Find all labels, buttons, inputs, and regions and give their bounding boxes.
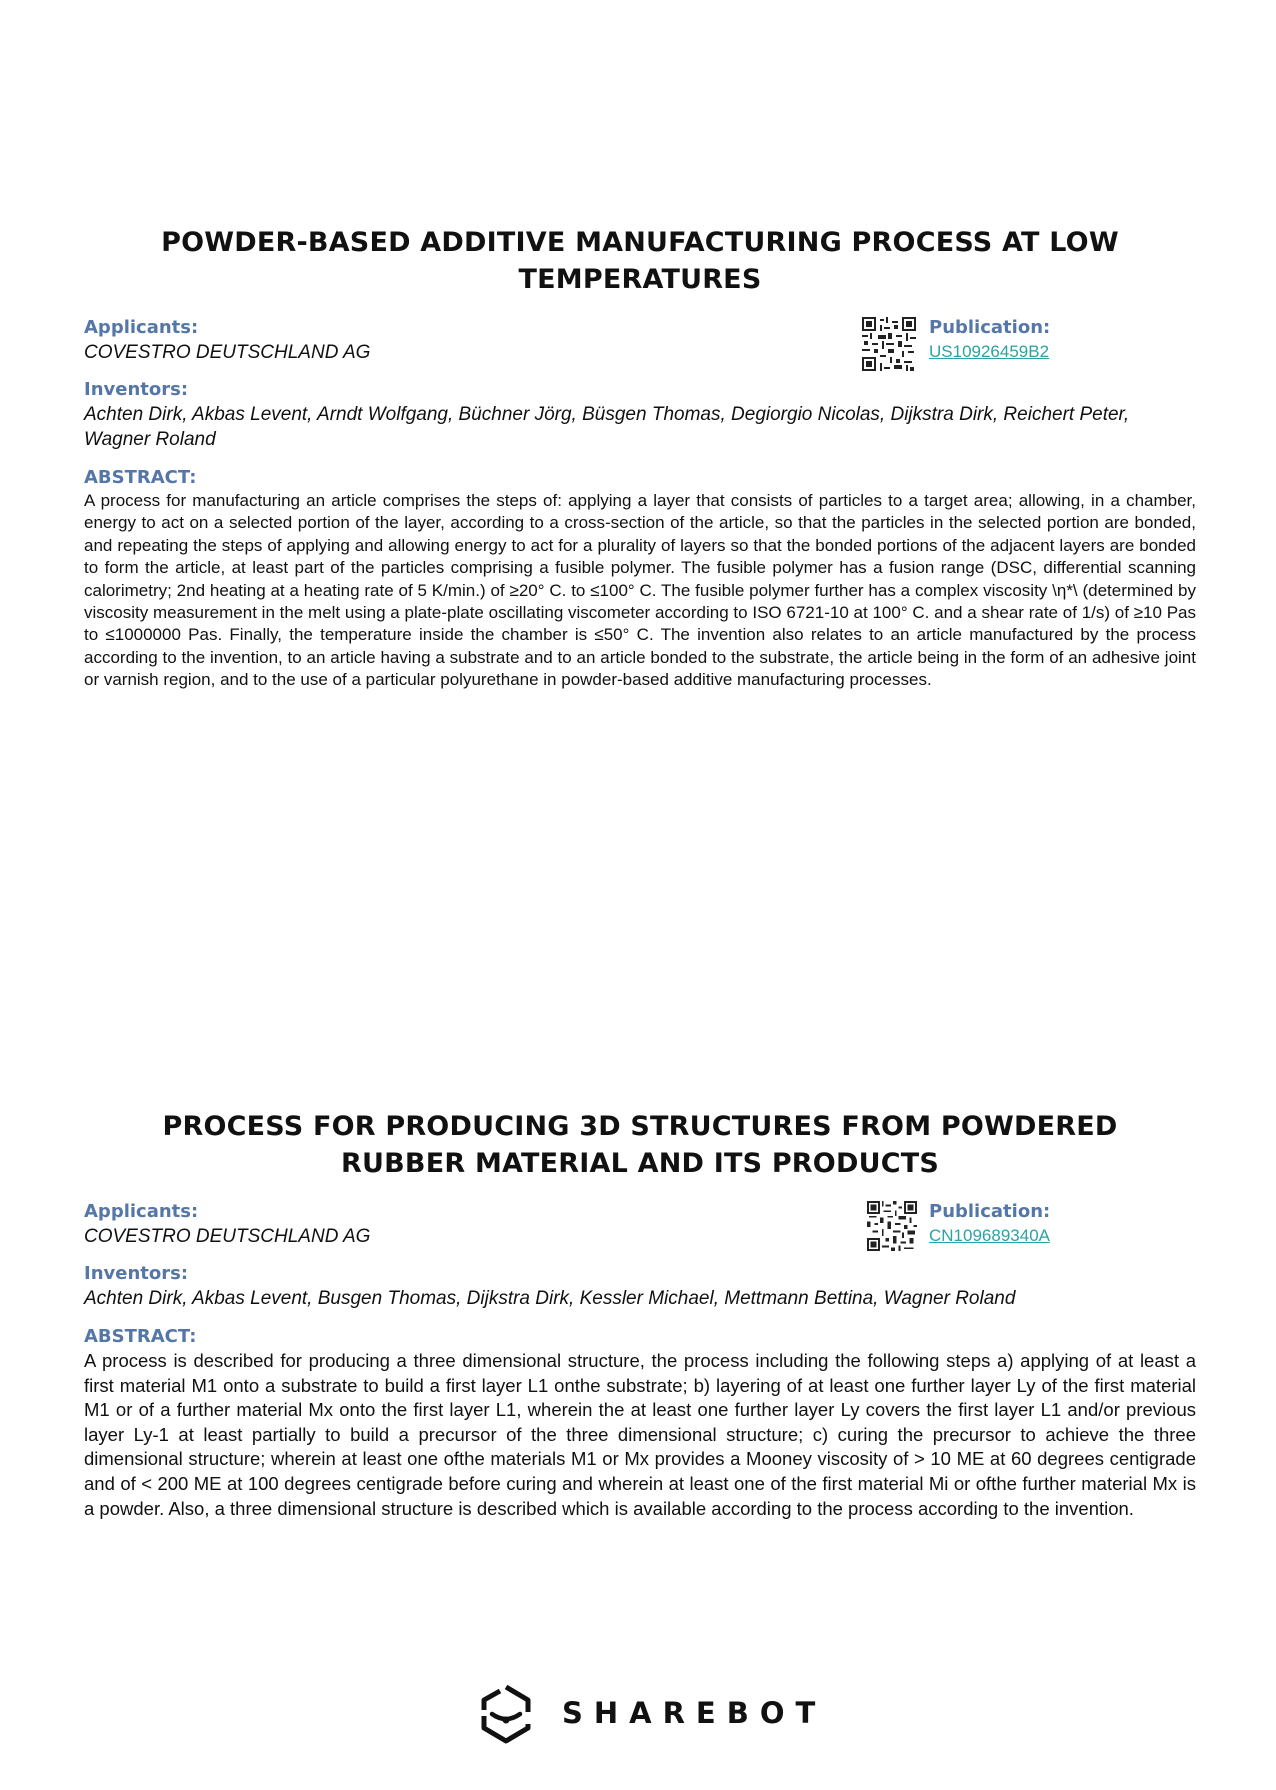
applicants-value: COVESTRO DEUTSCHLAND AG xyxy=(84,342,371,363)
applicants-block xyxy=(84,316,370,365)
applicants-label: Applicants: xyxy=(84,1201,199,1222)
abstract-section xyxy=(84,466,1196,692)
inventors-value: Achten Dirk, Akbas Levent, Arndt Wolfgang, Büchner Jörg, Büsgen Thomas, Degiorgio Nicolas, Dijkstra Dirk, Reichert Peter, Wagner Roland xyxy=(84,404,1130,450)
applicants-block xyxy=(84,1200,370,1249)
inventors-label: Inventors: xyxy=(84,1263,189,1284)
abstract-section xyxy=(84,1325,1196,1521)
applicants-label: Applicants: xyxy=(84,317,199,338)
publication-block xyxy=(929,1200,1050,1248)
meta-row xyxy=(84,316,1196,366)
sharebot-logo xyxy=(478,1684,827,1744)
publication-label: Publication: xyxy=(929,317,1051,338)
patent-title: PROCESS FOR PRODUCING 3D STRUCTURES FROM POWDERED RUBBER MATERIAL AND ITS PRODUCTS xyxy=(162,1111,1118,1179)
inventors-section xyxy=(84,1262,1196,1311)
patent-entry xyxy=(84,224,1196,692)
abstract-text: A process for manufacturing an article comprises the steps of: applying a layer that consists of particles to a target area; allowing, in a chamber, energy to act on a selected portion of the layer, according to a cross-section of the article, so that the particles in the selected portion are bonded, and repeating the steps of applying and allowing energy to act for a plurality of layers so that the bonded portions of the adjacent layers are bonded to form the article, at least part of the particles comprising a fusible polymer. The fusible polymer has a fusion range (DSC, differential scanning calorimetry; 2nd heating at a heating rate of 5 K/min.) of ≥20° C. to ≤100° C. The fusible polymer further has a complex viscosity \η*\ (determined by viscosity measurement in the melt using a plate-plate oscillating viscometer according to ISO 6721-10 at 100° C. and a shear rate of 1/s) of ≥10 Pas to ≤1000000 Pas. Finally, the temperature inside the chamber is ≤50° C. The invention also relates to an article manufactured by the process according to the invention, to an article having a substrate and to an article bonded to the substrate, the article being in the form of an adhesive joint or varnish region, and to the use of a particular polyurethane in powder-based additive manufacturing processes. xyxy=(84,491,1196,690)
publication-link[interactable]: US10926459B2 xyxy=(929,342,1050,361)
sharebot-logo-icon xyxy=(478,1684,534,1744)
inventors-label: Inventors: xyxy=(84,379,189,400)
inventors-section xyxy=(84,378,1196,452)
abstract-label: ABSTRACT: xyxy=(84,1326,197,1347)
patent-entry xyxy=(84,1108,1196,1521)
publication-block xyxy=(929,316,1050,364)
abstract-label: ABSTRACT: xyxy=(84,467,197,488)
inventors-value: Achten Dirk, Akbas Levent, Busgen Thomas, Dijkstra Dirk, Kessler Michael, Mettmann Bettina, Wagner Roland xyxy=(84,1288,1016,1309)
brand-name: SHAREBOT xyxy=(562,1696,827,1730)
patent-title: POWDER-BASED ADDITIVE MANUFACTURING PROCESS AT LOW TEMPERATURES xyxy=(161,227,1119,295)
meta-row xyxy=(84,1200,1196,1250)
qr-code-icon[interactable] xyxy=(862,317,916,371)
qr-code-icon[interactable] xyxy=(867,1201,917,1251)
publication-label: Publication: xyxy=(929,1201,1051,1222)
applicants-value: COVESTRO DEUTSCHLAND AG xyxy=(84,1226,371,1247)
publication-link[interactable]: CN109689340A xyxy=(929,1226,1050,1245)
abstract-text: A process is described for producing a three dimensional structure, the process including the following steps a) applying of at least a first material M1 onto a substrate to build a first layer L1 onthe substrate; b) layering of at least one further layer Ly of the first material M1 or of a further material Mx onto the first layer L1, wherein the at least one further layer Ly covers the first layer L1 and/or previous layer Ly-1 at least partially to build a precursor of the three dimensional structure; c) curing the precursor to achieve the three dimensional structure; wherein at least one ofthe materials M1 or Mx provides a Mooney viscosity of > 10 ME at 60 degrees centigrade and of < 200 ME at 100 degrees centigrade before curing and wherein at least one of the first material Mi or ofthe further material Mx is a powder. Also, a three dimensional structure is described which is available according to the process according to the invention. xyxy=(84,1350,1196,1519)
